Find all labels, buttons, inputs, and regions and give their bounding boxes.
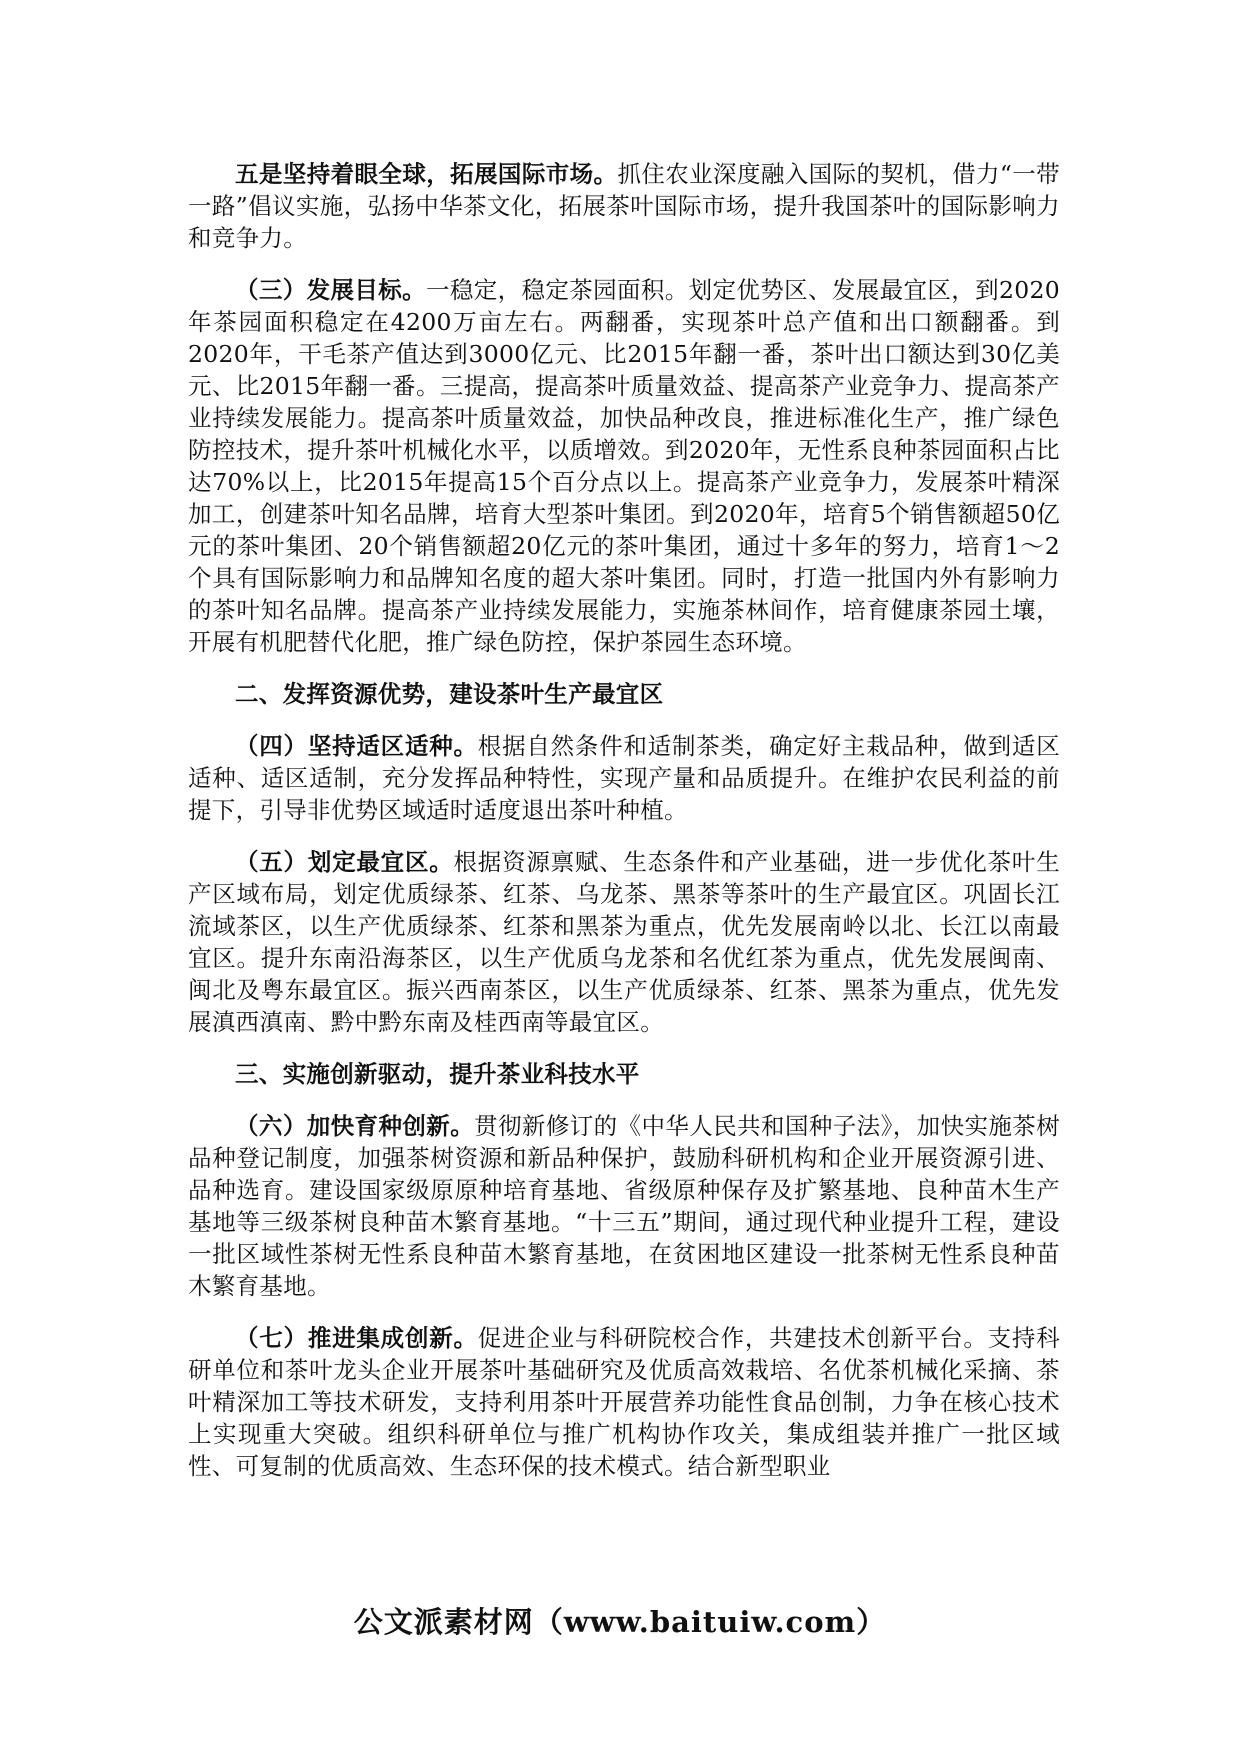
paragraph-text: 贯彻新修订的《中华人民共和国种子法》，加快实施茶树品种登记制度，加强茶树资源和新品种保护，鼓励科研机构和企业开展资源引进、品种选育。建设国家级原原种培育基地、省级原种保存及扩繁基地、良种苗木生产基地等三级茶树良种苗木繁育基地。“十三五”期间，通过现代种业提升工程，建设一批区域性茶树无性系良种苗木繁育基地，在贫困地区建设一批茶树无性系良种苗木繁育基地。	[188, 1112, 1061, 1300]
paragraph-lead: （五）划定最宜区。	[235, 848, 454, 876]
paragraph-development-goals	[188, 274, 1060, 658]
paragraph-lead: 五是坚持着眼全球，拓展国际市场。	[235, 160, 618, 188]
paragraph-text: 抓住农业深度融入国际的契机，借力“一带一路”倡议实施，弘扬中华茶文化，拓展茶叶国际市场，提升我国茶叶的国际影响力和竞争力。	[188, 160, 1060, 252]
paragraph-lead: （七）推进集成创新。	[235, 1324, 478, 1352]
document-body	[188, 158, 1060, 1502]
paragraph-lead: （三）发展目标。	[235, 276, 426, 304]
section-heading-2: 二、发挥资源优势，建设茶叶生产最宜区	[235, 680, 664, 708]
section-heading-3: 三、实施创新驱动，提升茶业科技水平	[235, 1060, 640, 1088]
paragraph-optimal-areas	[188, 846, 1060, 1038]
paragraph-lead: （四）坚持适区适种。	[235, 732, 478, 760]
paragraph-suitable-zones	[188, 730, 1060, 826]
paragraph-intl-market	[188, 158, 1060, 254]
paragraph-text: 促进企业与科研院校合作，共建技术创新平台。支持科研单位和茶叶龙头企业开展茶叶基础研究及优质高效栽培、名优茶机械化采摘、茶叶精深加工等技术研发，支持利用茶叶开展营养功能性食品创制，力争在核心技术上实现重大突破。组织科研单位与推广机构协作攻关，集成组装并推广一批区域性、可复制的优质高效、生态环保的技术模式。结合新型职业	[188, 1324, 1061, 1480]
paragraph-text: 根据资源禀赋、生态条件和产业基础，进一步优化茶叶生产区域布局，划定优质绿茶、红茶、乌龙茶、黑茶等茶叶的生产最宜区。巩固长江流域茶区，以生产优质绿茶、红茶和黑茶为重点，优先发展南岭以北、长江以南最宜区。提升东南沿海茶区，以生产优质乌龙茶和名优红茶为重点，优先发展闽南、闽北及粤东最宜区。振兴西南茶区，以生产优质绿茶、红茶、黑茶为重点，优先发展滇西滇南、黔中黔东南及桂西南等最宜区。	[188, 848, 1061, 1036]
paragraph-text: 一稳定，稳定茶园面积。划定优势区、发展最宜区，到2020年茶园面积稳定在4200万亩左右。两翻番，实现茶叶总产值和出口额翻番。到2020年，干毛茶产值达到3000亿元、比2015年翻一番，茶叶出口额达到30亿美元、比2015年翻一番。三提高，提高茶叶质量效益、提高茶产业竞争力、提高茶产业持续发展能力。提高茶叶质量效益，加快品种改良，推进标准化生产，推广绿色防控技术，提升茶叶机械化水平，以质增效。到2020年，无性系良种茶园面积占比达70%以上，比2015年提高15个百分点以上。提高茶产业竞争力，发展茶叶精深加工，创建茶叶知名品牌，培育大型茶叶集团。到2020年，培育5个销售额超50亿元的茶叶集团、20个销售额超20亿元的茶叶集团，通过十多年的努力，培育1～2个具有国际影响力和品牌知名度的超大茶叶集团。同时，打造一批国内外有影响力的茶叶知名品牌。提高茶产业持续发展能力，实施茶林间作，培育健康茶园土壤，开展有机肥替代化肥，推广绿色防控，保护茶园生态环境。	[188, 276, 1060, 656]
paragraph-integrated-innovation	[188, 1322, 1060, 1482]
paragraph-text: 根据自然条件和适制茶类，确定好主栽品种，做到适区适种、适区适制，充分发挥品种特性，实现产量和品质提升。在维护农民利益的前提下，引导非优势区域适时适度退出茶叶种植。	[188, 732, 1061, 824]
paragraph-breeding-innovation	[188, 1110, 1060, 1302]
footer-watermark: 公文派素材网（www.baituiw.com）	[353, 1605, 887, 1639]
paragraph-lead: （六）加快育种创新。	[235, 1112, 475, 1140]
